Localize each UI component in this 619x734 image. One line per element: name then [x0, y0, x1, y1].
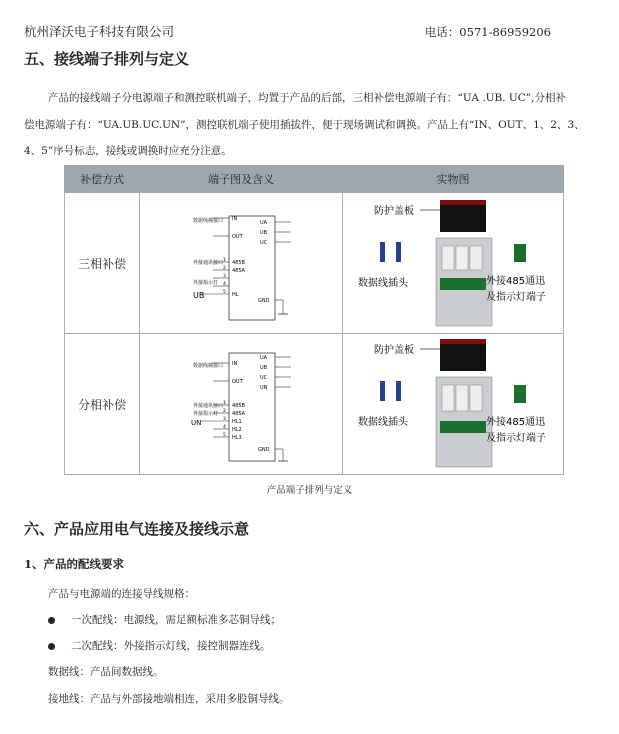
svg-text:外接485通迅: 外接485通迅 — [486, 417, 546, 428]
svg-text:2: 2 — [223, 409, 227, 414]
table-header: 端子图及含义 — [140, 166, 343, 193]
un-label: UN — [191, 419, 202, 427]
section5-para-line1: 产品的接线端子分电源端子和测控联机端子，均置于产品的后部，三相补偿电源端子有：“UA .UB. UC”,分相补 — [48, 92, 566, 104]
svg-text:HL2: HL2 — [232, 427, 242, 433]
svg-text:GND: GND — [258, 298, 270, 304]
svg-text:485B: 485B — [232, 260, 246, 266]
svg-text:4: 4 — [223, 425, 227, 430]
svg-text:HL: HL — [232, 292, 239, 298]
svg-text:HL1: HL1 — [232, 419, 242, 425]
terminal-table — [64, 165, 564, 475]
table-row — [65, 334, 564, 475]
svg-text:UA: UA — [260, 220, 268, 226]
intro-text: 产品与电源端的连接导线规格： — [48, 588, 195, 600]
bullet-icon — [48, 643, 55, 650]
svg-text:4: 4 — [223, 282, 227, 287]
svg-text:HL3: HL3 — [232, 435, 242, 441]
table-header: 补偿方式 — [65, 166, 140, 193]
bullet-item: 二次配线：外接指示灯线，接控制器连线。 — [48, 638, 271, 653]
terminal-diagram-split-phase — [140, 334, 343, 475]
data-port-label: 数据线插接口 — [193, 218, 224, 224]
svg-text:数据线插接口: 数据线插接口 — [193, 363, 224, 369]
svg-text:1: 1 — [223, 258, 227, 263]
phone-number: 电话：0571-86959206 — [424, 25, 551, 39]
ext-label-2: 及指示灯端子 — [486, 292, 546, 303]
svg-text:UN: UN — [260, 385, 268, 391]
ub-label: UB — [193, 291, 205, 300]
terminal-diagram-three-phase — [140, 193, 343, 334]
svg-text:5: 5 — [223, 433, 227, 438]
svg-text:485A: 485A — [232, 268, 246, 274]
table-header: 实物图 — [343, 166, 564, 193]
product-photo — [344, 194, 562, 328]
wiring-diagram — [141, 194, 339, 328]
bullet-item: 一次配线：电源线，需足额标准多芯铜导线； — [48, 612, 281, 627]
cover-label: 防护盖板 — [374, 206, 414, 217]
ground-line-text: 接地线：产品与外部接地端相连，采用多股铜导线。 — [48, 693, 290, 705]
svg-text:GND: GND — [258, 447, 270, 453]
company-name: 杭州泽沃电子科技有限公司 — [24, 24, 175, 39]
svg-text:UB: UB — [260, 230, 268, 236]
wiring-diagram — [141, 335, 339, 469]
section5-para-line3: 4、5”序号标志，接线或调换时应充分注意。 — [24, 145, 232, 157]
svg-text:5: 5 — [223, 290, 227, 295]
table-row — [65, 193, 564, 334]
mode-three-phase: 三相补偿 — [65, 193, 140, 334]
svg-text:1: 1 — [223, 401, 227, 406]
svg-text:数据线插头: 数据线插头 — [358, 417, 408, 428]
ext-label-1: 外接485通迅 — [486, 276, 546, 287]
svg-text:IN: IN — [232, 361, 238, 367]
svg-text:及指示灯端子: 及指示灯端子 — [486, 433, 546, 444]
svg-text:485B: 485B — [232, 403, 246, 409]
photo-cell-split-phase — [343, 334, 564, 475]
data-line-text: 数据线：产品间数据线。 — [48, 666, 164, 678]
photo-cell-three-phase — [343, 193, 564, 334]
ext-port-label: 外接通讯接口 — [193, 260, 224, 266]
svg-text:IN: IN — [232, 216, 238, 222]
svg-text:UB: UB — [260, 365, 268, 371]
section5-para-line2: 偿电源端子有：“UA.UB.UC.UN”，测控联机端子使用插拔件，便于现场调试和调换。产品上有“IN、OUT、1、2、3、 — [24, 119, 585, 131]
svg-text:OUT: OUT — [232, 234, 243, 240]
svg-text:OUT: OUT — [232, 379, 243, 385]
section5-title: 五、接线端子排列与定义 — [24, 50, 190, 68]
table-header-row — [65, 166, 564, 193]
bullet-icon — [48, 617, 55, 624]
svg-text:UC: UC — [260, 240, 268, 246]
svg-text:3: 3 — [223, 417, 227, 422]
svg-text:防护盖板: 防护盖板 — [374, 345, 414, 356]
section6-title: 六、产品应用电气连接及接线示意 — [24, 520, 250, 538]
svg-text:外接通讯接口: 外接通讯接口 — [193, 403, 224, 409]
subsection-title: 1、产品的配线要求 — [24, 557, 125, 571]
data-plug-label: 数据线插头 — [358, 278, 408, 289]
svg-text:UA: UA — [260, 355, 268, 361]
indicator-label: 外接指示灯 — [193, 280, 219, 286]
svg-text:3: 3 — [223, 274, 227, 279]
table-caption: 产品端子排列与定义 — [266, 485, 353, 496]
mode-split-phase: 分相补偿 — [65, 334, 140, 475]
svg-text:485A: 485A — [232, 411, 246, 417]
product-photo — [344, 335, 562, 469]
svg-text:UC: UC — [260, 375, 268, 381]
svg-text:2: 2 — [223, 266, 227, 271]
svg-text:外接指示灯: 外接指示灯 — [193, 411, 219, 417]
